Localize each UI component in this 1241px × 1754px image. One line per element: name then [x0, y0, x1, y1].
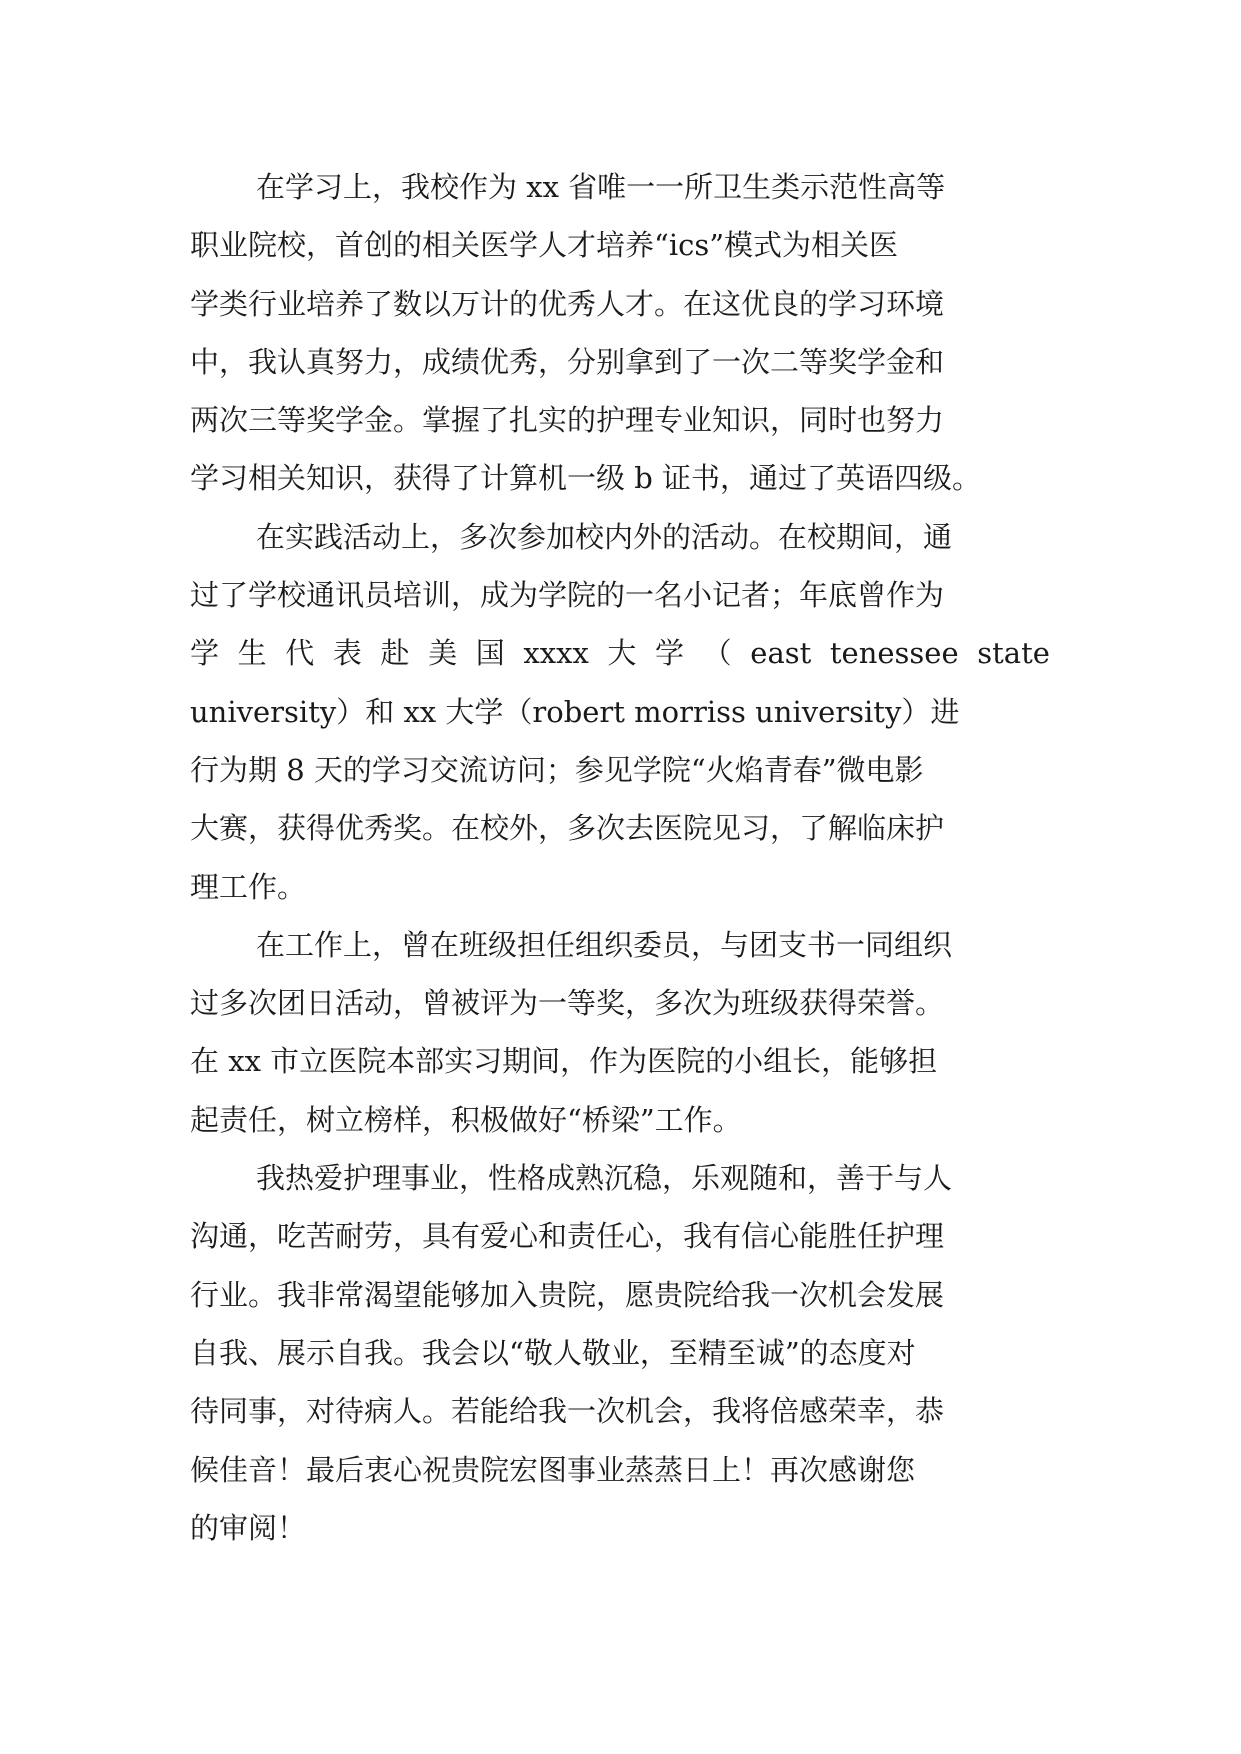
paragraph-4-line-1: 我热爱护理事业，性格成熟沉稳，乐观随和，善于与人 — [256, 1161, 953, 1196]
letter-body — [190, 158, 1050, 1557]
justified-word: 美 — [428, 636, 458, 671]
justified-word: 代 — [285, 636, 315, 671]
paragraph-3-line-4: 起责任，树立榜样，积极做好“桥梁”工作。 — [190, 1102, 742, 1137]
paragraph-4-line-2: 沟通，吃苦耐劳，具有爱心和责任心，我有信心能胜任护理 — [190, 1219, 945, 1254]
justified-word: 赴 — [380, 636, 410, 671]
paragraph-4-line-6: 候佳音！最后衷心祝贵院宏图事业蒸蒸日上！再次感谢您 — [190, 1452, 916, 1487]
paragraph-1-line-3: 学类行业培养了数以万计的优秀人才。在这优良的学习环境 — [190, 286, 945, 321]
paragraph-3-line-2: 过多次团日活动，曾被评为一等奖，多次为班级获得荣誉。 — [190, 986, 945, 1021]
justified-word: 国 — [475, 636, 505, 671]
paragraph-3-line-3: 在 xx 市立医院本部实习期间，作为医院的小组长，能够担 — [190, 1044, 938, 1079]
paragraph-2-line-2: 过了学校通讯员培训，成为学院的一名小记者；年底曾作为 — [190, 578, 945, 613]
paragraph-2-line-7: 理工作。 — [190, 869, 307, 904]
justified-word: 学 — [190, 636, 220, 671]
justified-word: xxxx — [523, 636, 589, 671]
paragraph-4-line-4: 自我、展示自我。我会以“敬人敬业，至精至诚”的态度对 — [190, 1335, 916, 1370]
paragraph-2-line-1: 在实践活动上，多次参加校内外的活动。在校期间，通 — [256, 519, 953, 554]
paragraph-4-line-3: 行业。我非常渴望能够加入贵院，愿贵院给我一次机会发展 — [190, 1277, 945, 1312]
paragraph-2-line-3 — [190, 624, 1050, 682]
paragraph-4-line-7: 的审阅！ — [190, 1510, 307, 1545]
paragraph-1-line-2: 职业院校，首创的相关医学人才培养“ics”模式为相关医 — [190, 228, 899, 263]
paragraph-4-line-5: 待同事，对待病人。若能给我一次机会，我将倍感荣幸，恭 — [190, 1394, 945, 1429]
justified-word: 表 — [332, 636, 362, 671]
paragraph-1-line-6: 学习相关知识，获得了计算机一级 b 证书，通过了英语四级。 — [190, 461, 982, 496]
justified-word: （ — [702, 636, 732, 671]
justified-word: 生 — [237, 636, 267, 671]
paragraph-1-line-5: 两次三等奖学金。掌握了扎实的护理专业知识，同时也努力 — [190, 403, 945, 438]
justified-word: state — [977, 636, 1050, 671]
paragraph-3-line-1: 在工作上，曾在班级担任组织委员，与团支书一同组织 — [256, 927, 953, 962]
justified-word: tenessee — [829, 636, 959, 671]
paragraph-2-line-5: 行为期 8 天的学习交流访问；参见学院“火焰青春”微电影 — [190, 752, 924, 787]
paragraph-2-line-6: 大赛，获得优秀奖。在校外，多次去医院见习，了解临床护 — [190, 811, 945, 846]
paragraph-1-line-4: 中，我认真努力，成绩优秀，分别拿到了一次二等奖学金和 — [190, 344, 945, 379]
paragraph-1-line-1: 在学习上，我校作为 xx 省唯一一所卫生类示范性高等 — [256, 170, 946, 204]
justified-word: 学 — [655, 636, 685, 671]
paragraph-2-line-4: university）和 xx 大学（robert morriss university）进 — [190, 694, 960, 729]
justified-word: 大 — [607, 636, 637, 671]
justified-word: east — [750, 636, 812, 671]
